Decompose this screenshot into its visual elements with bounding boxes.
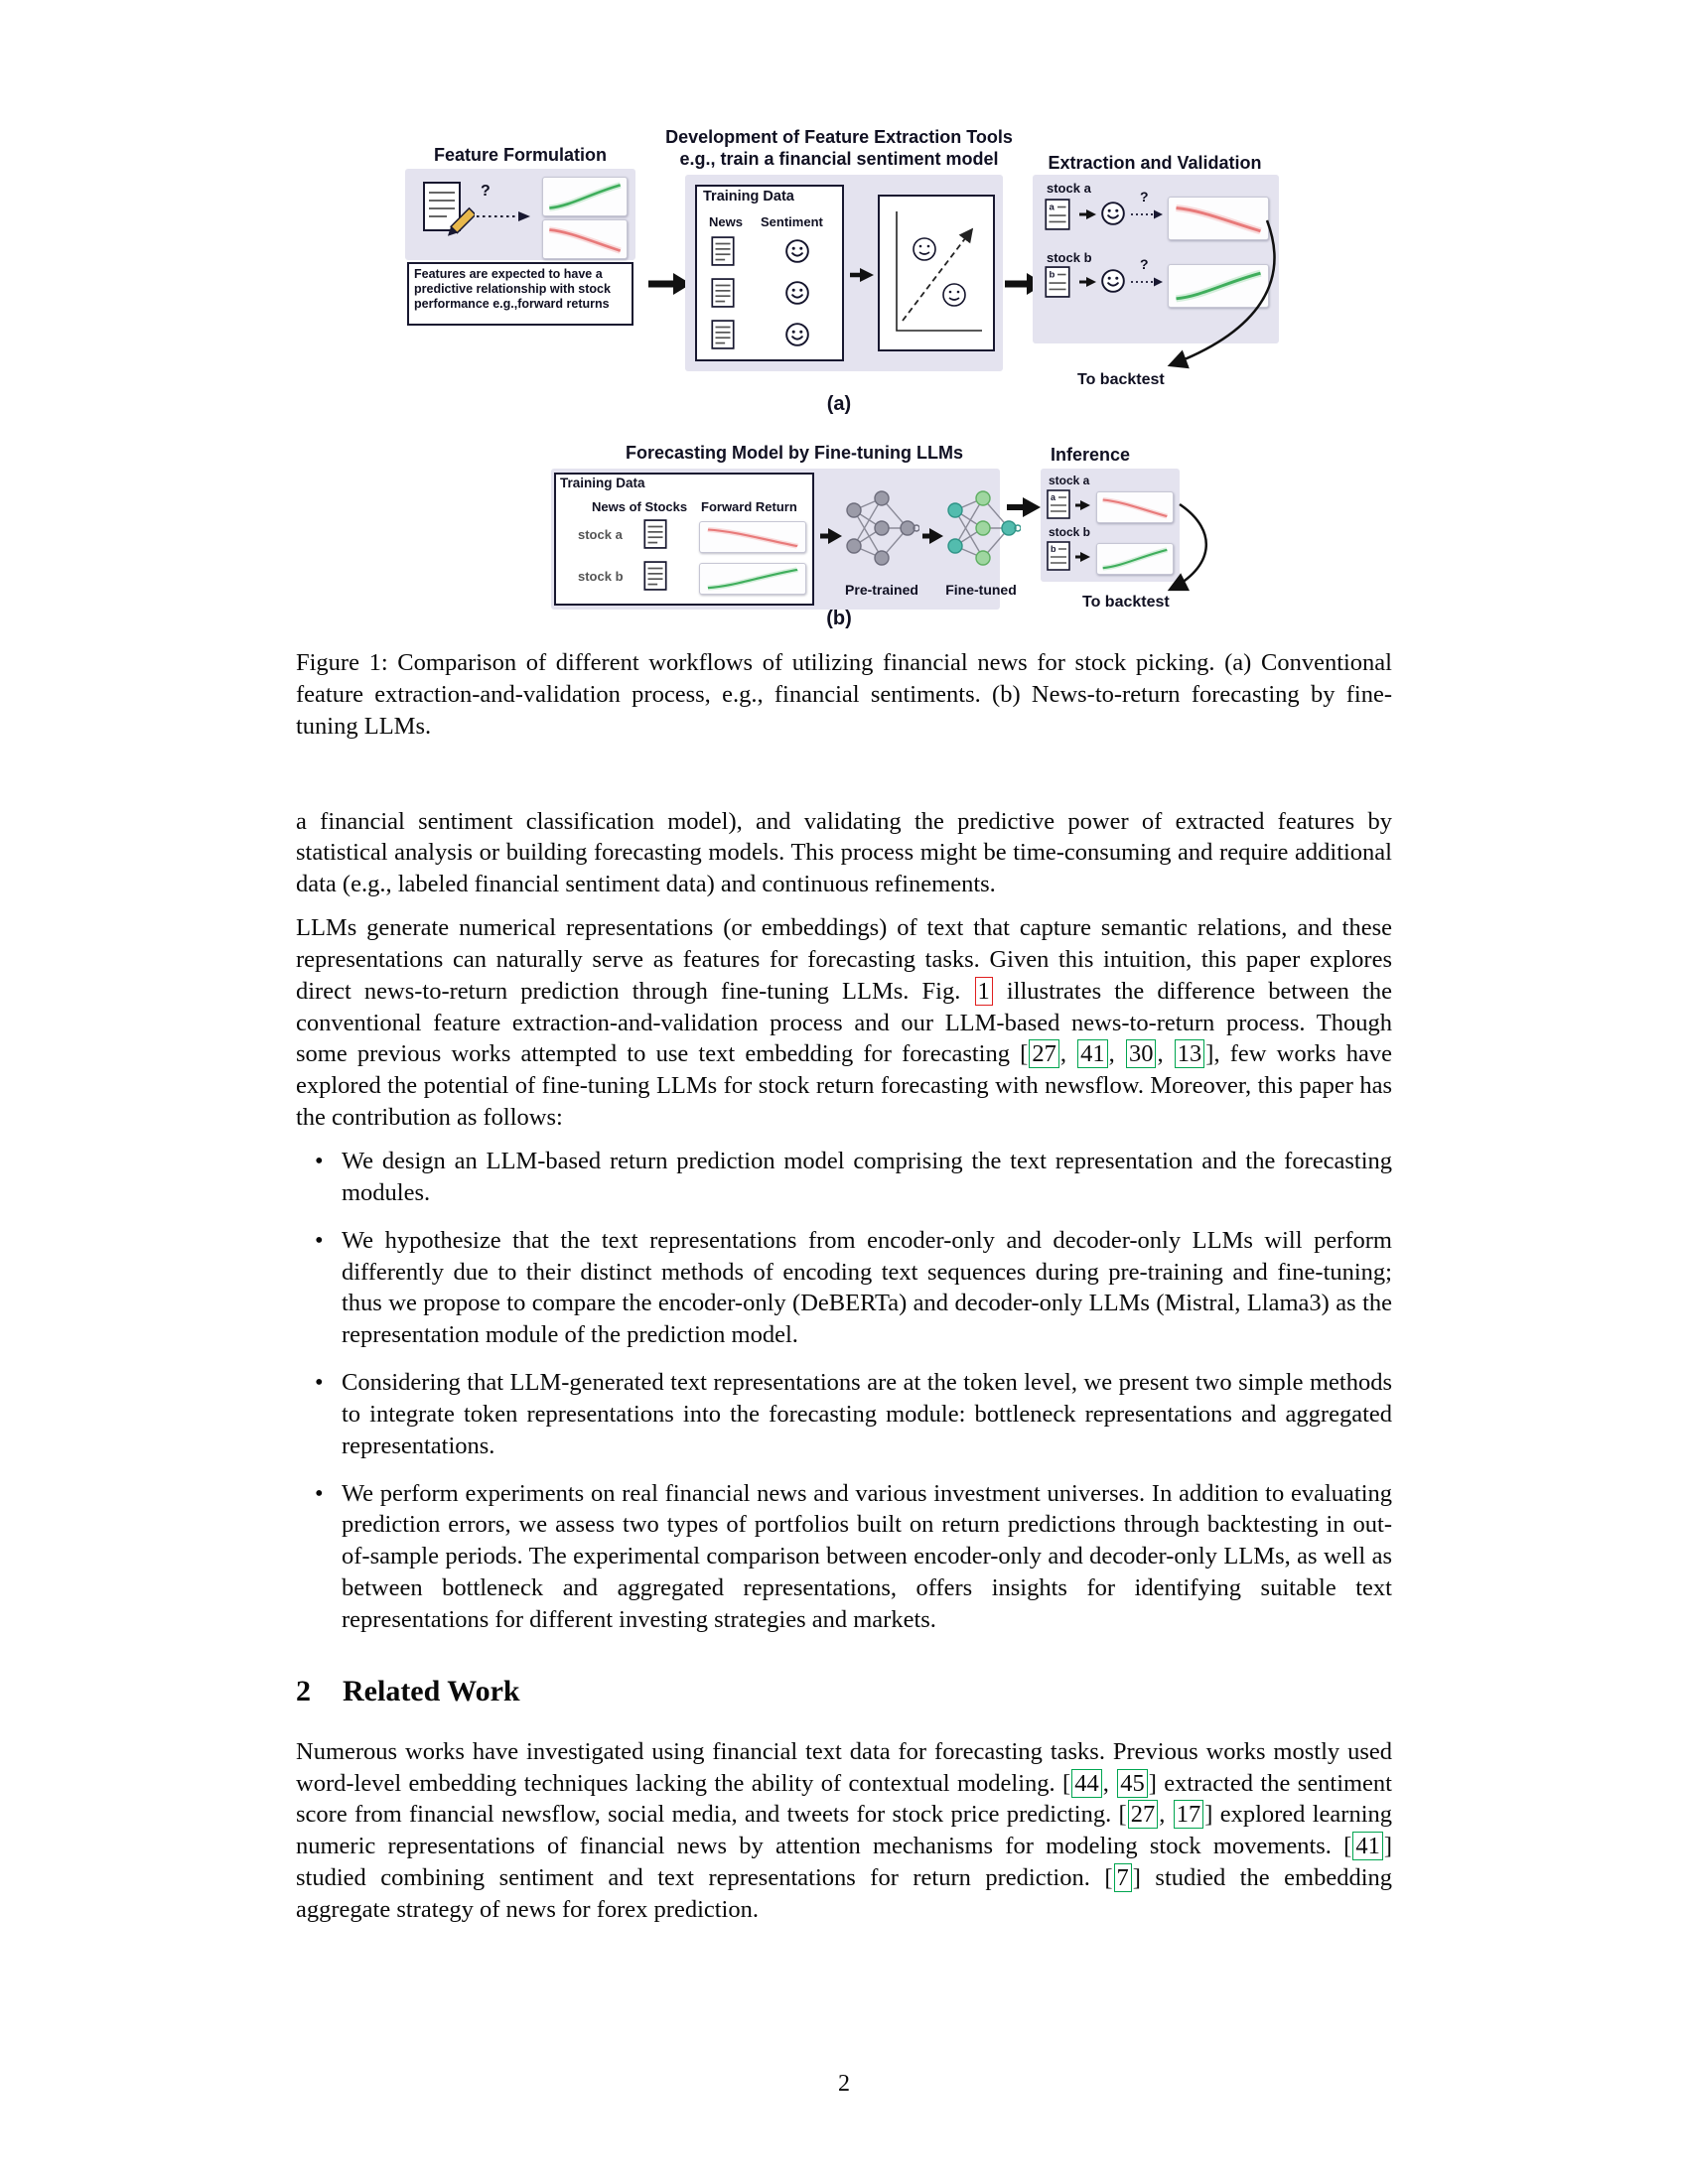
- inference-stock-b: stock b: [1049, 525, 1091, 539]
- svg-text:b: b: [1049, 269, 1055, 281]
- question-mark: ?: [1140, 256, 1149, 272]
- text-run: ] explored learning numeric representations of financial news by attention mechanisms for modeling stock movements. [: [296, 1801, 1393, 1860]
- stock-b-doc-icon: [1047, 541, 1070, 571]
- column-sentiment: Sentiment: [761, 214, 823, 229]
- bullet-item: • We hypothesize that the text representations from encoder-only and decoder-only LLMs will perform differently due to their distinct methods of encoding text sequences during pre-training and fine-tuning; thus we propose to compare the encoder-only (DeBERTa) and decoder-only LLMs (Mistral, Llama3) as the representation module of the prediction model.: [342, 1225, 1392, 1351]
- column-news: News: [709, 214, 743, 229]
- bullet-item: • Considering that LLM-generated text representations are at the token level, we present two simple methods to integrate token representations into the forecasting module: bottleneck representations and aggregated representations.: [342, 1367, 1392, 1462]
- text-run: ,: [1108, 1040, 1125, 1068]
- stock-b-label-b: stock b: [578, 569, 624, 584]
- mini-chart-down: [542, 219, 628, 259]
- bullet-item: • We design an LLM-based return prediction model comprising the text representation and the forecasting modules.: [342, 1146, 1392, 1209]
- text-run: ,: [1102, 1769, 1117, 1797]
- extraction-title: Extraction and Validation: [1048, 153, 1262, 173]
- text-run: ] studied the embedding aggregate strategy of news for forex prediction.: [296, 1864, 1392, 1923]
- news-doc-icon: [711, 320, 735, 349]
- news-doc-icon: [643, 519, 667, 549]
- svg-text:b: b: [1051, 544, 1056, 554]
- citation-link[interactable]: 30: [1126, 1039, 1157, 1068]
- dev-tools-title-line2: e.g., train a financial sentiment model: [679, 149, 999, 169]
- document-pencil-icon: [421, 179, 475, 246]
- inference-title: Inference: [1051, 445, 1131, 465]
- citation-link[interactable]: 7: [1114, 1863, 1132, 1892]
- arrow-right-icon: [1005, 494, 1041, 520]
- content-column: [296, 647, 1392, 1938]
- stock-b-doc-icon: [1045, 266, 1070, 298]
- forward-return-chart-down: [699, 521, 806, 553]
- curved-arrow: [1112, 208, 1286, 382]
- citation-link[interactable]: 27: [1029, 1039, 1059, 1068]
- news-doc-icon: [711, 236, 735, 266]
- smiley-icon: [784, 238, 810, 264]
- text-run: ], few works have explored the potential of fine-tuning LLMs for stock return forecasting with newsflow. Moreover, this paper has the contribution as follows:: [296, 1040, 1392, 1132]
- question-mark: ?: [481, 183, 491, 200]
- arrow-right-icon: [818, 526, 842, 546]
- stock-a-label-b: stock a: [578, 527, 623, 542]
- mini-chart-up: [542, 177, 628, 216]
- section-heading: [296, 1672, 1392, 1710]
- arrow-right-icon: [1074, 551, 1090, 563]
- text-run: Numerous works have investigated using financial text data for forecasting tasks. Previous works mostly used word-level embedding techniques lacking the ability of contextual modeling. [: [296, 1737, 1392, 1797]
- panel-b-title: Forecasting Model by Fine-tuning LLMs: [626, 443, 963, 463]
- body-paragraph: [296, 912, 1392, 1134]
- news-doc-icon: [643, 561, 667, 591]
- forward-return-chart-up: [699, 563, 806, 595]
- arrow-right-icon: [848, 266, 874, 284]
- contribution-list: [296, 1146, 1392, 1636]
- svg-text:a: a: [1049, 202, 1055, 213]
- citation-link[interactable]: 27: [1128, 1800, 1159, 1829]
- pretrained-network-icon: [844, 484, 919, 576]
- arrow-right-icon: [1078, 276, 1096, 288]
- citation-link[interactable]: 44: [1071, 1769, 1102, 1798]
- figure-caption: Figure 1: Comparison of different workflows of utilizing financial news for stock picking. (a) Conventional feature extraction-and-validation process, e.g., financial sentiments. (b) News-to-return forecasting by fine-tuning LLMs.: [296, 649, 1392, 740]
- arrow-right-icon: [1078, 208, 1096, 220]
- bullet-item: • We perform experiments on real financial news and various investment universes. In addition to evaluating prediction errors, we assess two types of portfolios built on return predictions through backtesting in out-of-sample periods. The experimental comparison between encoder-only and decoder-only LLMs, as well as between bottleneck and aggregated representations, offers insights for identifying suitable text representations for different investing strategies and markets.: [342, 1478, 1392, 1636]
- citation-link[interactable]: 45: [1117, 1769, 1148, 1798]
- training-data-header-b: Training Data: [560, 476, 645, 490]
- dotted-arrow: [475, 208, 532, 224]
- text-run: illustrates the difference between the conventional feature extraction-and-validation process and our LLM-based news-to-return process. Though some previous works attempted to use text embedding for forecasting [: [296, 977, 1392, 1068]
- arrow-right-icon: [921, 526, 943, 546]
- feature-formulation-title: Feature Formulation: [433, 145, 607, 165]
- panel-b-label: (b): [826, 608, 852, 629]
- feature-note: Features are expected to have a predictive relationship with stock performance e.g.,forward returns: [407, 262, 633, 326]
- to-backtest-label-b: To backtest: [1082, 594, 1170, 611]
- finetuned-label: Fine-tuned: [945, 582, 1017, 598]
- column-news-of-stocks: News of Stocks: [592, 499, 688, 514]
- body-paragraph: a financial sentiment classification model), and validating the predictive power of extracted features by statistical analysis or building forecasting models. This process might be time-consuming and require additional data (e.g., labeled financial sentiment data) and continuous refinements.: [296, 807, 1392, 898]
- text-run: ,: [1159, 1801, 1173, 1829]
- text-run: ,: [1157, 1040, 1174, 1068]
- sentiment-scatter-chart: [881, 198, 992, 348]
- figure-reference[interactable]: 1: [975, 977, 993, 1006]
- curved-arrow: [1122, 496, 1231, 601]
- citation-link[interactable]: 41: [1352, 1832, 1383, 1860]
- column-forward-return: Forward Return: [701, 499, 797, 514]
- figure-1: [0, 0, 1688, 645]
- smiley-icon: [784, 280, 810, 306]
- citation-link[interactable]: 17: [1174, 1800, 1204, 1829]
- stock-a-doc-icon: [1045, 199, 1070, 230]
- text-run: ,: [1059, 1040, 1077, 1068]
- stock-a-doc-icon: [1047, 489, 1070, 519]
- section-title: Related Work: [343, 1674, 520, 1707]
- news-doc-icon: [711, 278, 735, 308]
- question-mark: ?: [1140, 189, 1149, 205]
- pretrained-label: Pre-trained: [845, 582, 918, 598]
- training-data-header: Training Data: [703, 189, 794, 205]
- section-number: 2: [296, 1674, 311, 1707]
- page-number: 2: [838, 2071, 850, 2097]
- citation-link[interactable]: 41: [1077, 1039, 1108, 1068]
- arrow-right-icon: [1074, 499, 1090, 511]
- text-run: ] extracted the sentiment score from financial newsflow, social media, and tweets for stock price predicting. [: [296, 1769, 1392, 1829]
- svg-text:a: a: [1051, 492, 1056, 502]
- body-paragraph: [296, 1736, 1392, 1926]
- citation-link[interactable]: 13: [1175, 1039, 1205, 1068]
- text-run: ] studied combining sentiment and text representations for return prediction. [: [296, 1833, 1392, 1892]
- stock-b-label: stock b: [1047, 250, 1092, 265]
- smiley-icon: [784, 322, 810, 347]
- inference-stock-a: stock a: [1049, 474, 1090, 487]
- stock-a-label: stock a: [1047, 181, 1091, 196]
- panel-a-label: (a): [826, 393, 852, 415]
- to-backtest-label: To backtest: [1077, 371, 1165, 388]
- text-run: LLMs generate numerical representations (or embeddings) of text that capture semantic relations, and these representations can naturally serve as features for forecasting tasks. Given this intuition, this paper explores direct news-to-return prediction through fine-tuning LLMs. Fig.: [296, 914, 1392, 1005]
- dev-tools-title-line1: Development of Feature Extraction Tools: [665, 127, 1013, 147]
